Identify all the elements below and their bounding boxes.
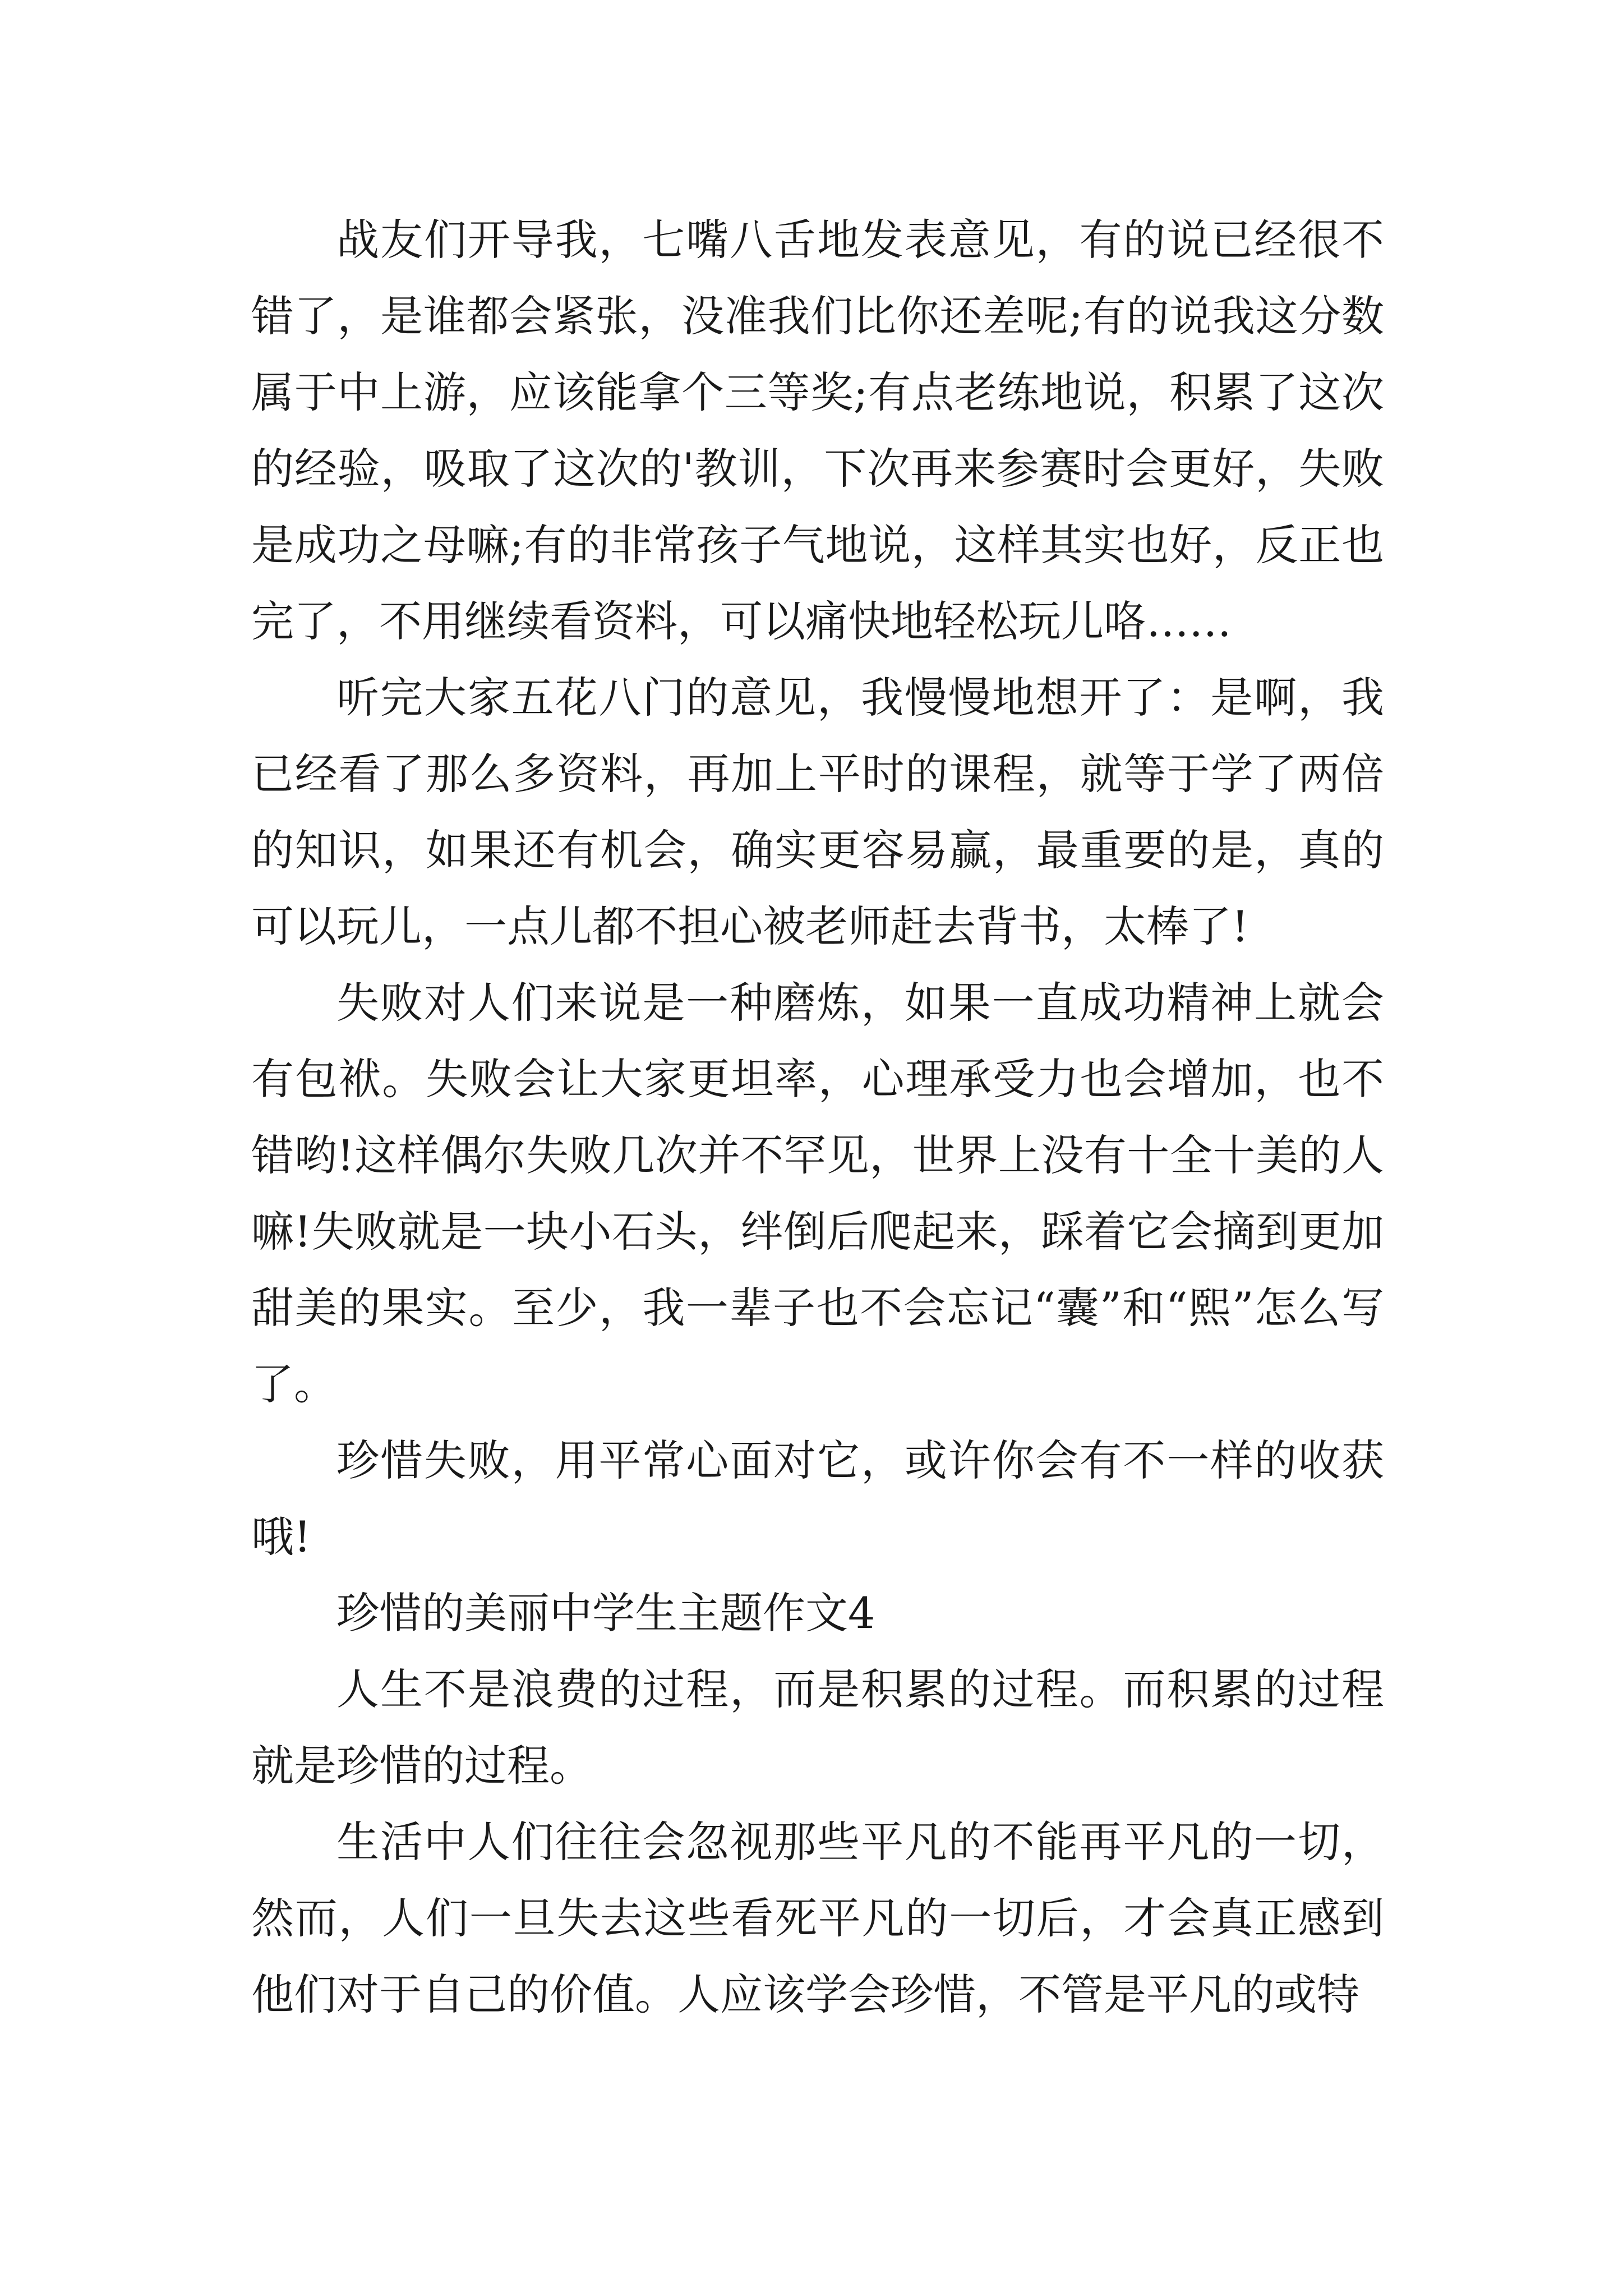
section-title: 珍惜的美丽中学生主题作文4 (336, 1588, 875, 1638)
section-paragraph-2: 生活中人们往往会忽视那些平凡的不能再平凡的一切，然而，人们一旦失去这些看死平凡的一切后，才会真正感到他们对于自己的价值。人应该学会珍惜，不管是平凡的或特 (251, 1817, 1384, 2019)
section-paragraph-1: 人生不是浪费的过程，而是积累的过程。而积累的过程就是珍惜的过程。 (251, 1664, 1384, 1791)
paragraph-4: 珍惜失败，用平常心面对它，或许你会有不一样的收获哦! (251, 1435, 1384, 1562)
paragraph-1: 战友们开导我，七嘴八舌地发表意见，有的说已经很不错了，是谁都会紧张，没准我们比你还差呢;有的说我这分数属于中上游，应该能拿个三等奖;有点老练地说，积累了这次的经验，吸取了这次的'教训，下次再来参赛时会更好，失败是成功之母嘛;有的非常孩子气地说，这样其实也好，反正也完了，不用继续看资料，可以痛快地轻松玩儿咯…… (251, 215, 1384, 646)
paragraph-3: 失败对人们来说是一种磨炼，如果一直成功精神上就会有包袱。失败会让大家更坦率，心理承受力也会增加，也不错哟!这样偶尔失败几次并不罕见，世界上没有十全十美的人嘛!失败就是一块小石头，绊倒后爬起来，踩着它会摘到更加甜美的果实。至少，我一辈子也不会忘记“囊”和“熙”怎么写了。 (251, 978, 1384, 1409)
paragraph-2: 听完大家五花八门的意见，我慢慢地想开了：是啊，我已经看了那么多资料，再加上平时的课程，就等于学了两倍的知识，如果还有机会，确实更容易赢，最重要的是，真的可以玩儿，一点儿都不担心被老师赶去背书，太棒了! (251, 673, 1384, 951)
document-body (251, 202, 1384, 2033)
